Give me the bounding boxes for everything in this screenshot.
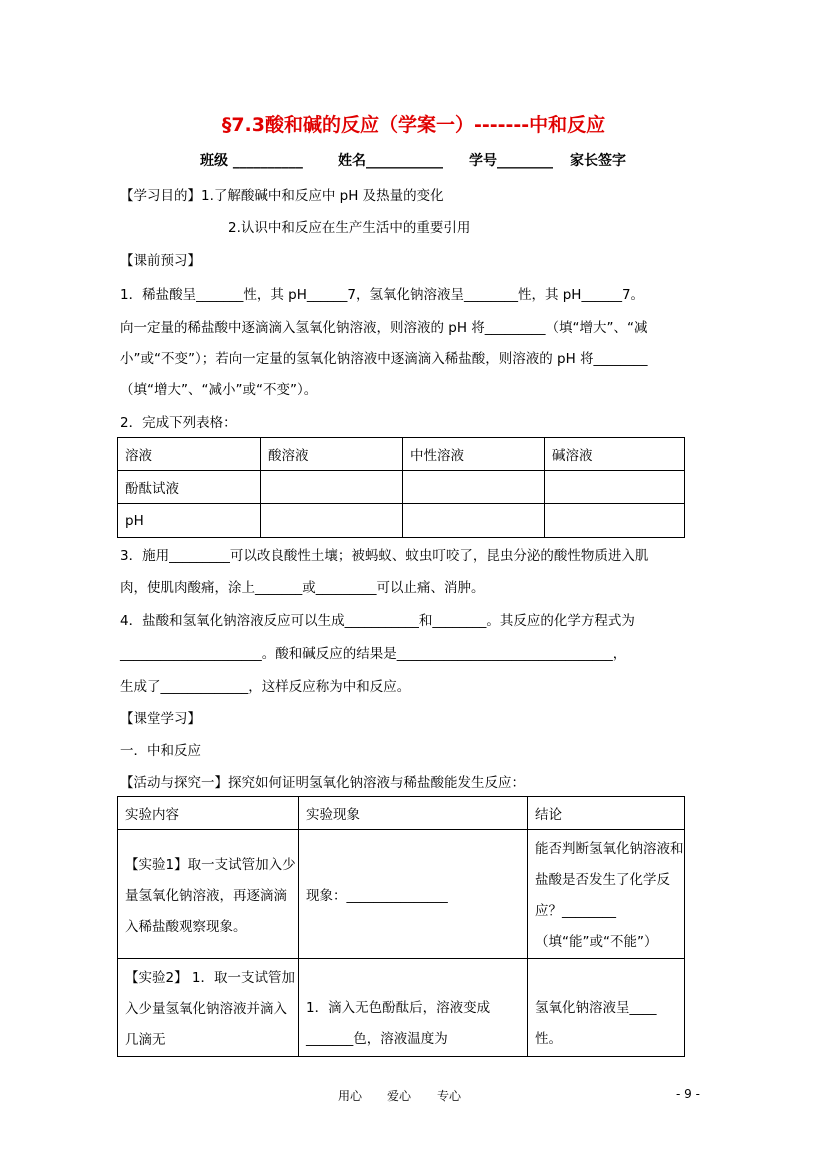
question-4-line-1: 4．盐酸和氢氧化钠溶液反应可以生成___________和________。其反应的化学方程式为 [120,613,635,629]
table-row [118,504,685,538]
section-neutralization: 一．中和反应 [120,743,201,759]
name-field: 姓名___________ [338,153,443,169]
question-1-line-3: 小”或“不变”）；若向一定量的氢氧化钠溶液中逐滴滴入稀盐酸，则溶液的 pH 将________ [120,351,648,367]
table-cell [545,504,685,538]
footer-slogan-2: 爱心 [387,1089,412,1103]
table-header-cell: 酸溶液 [261,438,403,471]
table-header-cell: 实验现象 [299,797,528,830]
experiment-1-content: 【实验1】取一支试管加入少量氢氧化钠溶液，再逐滴滴入稀盐酸观察现象。 [118,830,299,959]
table-header-cell: 中性溶液 [403,438,545,471]
table-header-cell: 溶液 [118,438,261,471]
class-study-heading: 【课堂学习】 [120,711,201,727]
experiment-2-phenomenon: 1．滴入无色酚酞后，溶液变成_______色，溶液温度为 [299,959,528,1057]
question-3-line-1: 3．施用_________可以改良酸性土壤；被蚂蚁、蚊虫叮咬了，昆虫分泌的酸性物质进入肌 [120,548,649,564]
footer-slogan-1: 用心 [338,1089,363,1103]
question-4-line-2: _____________________。酸和碱反应的结果是________________________________， [120,646,627,662]
student-id-field: 学号________ [469,153,553,169]
page-number: - 9 - [676,1087,700,1101]
experiment-1-conclusion: 能否判断氢氧化钠溶液和盐酸是否发生了化学反应？________（填“能”或“不能”） [528,830,685,959]
table-row [118,471,685,504]
question-2: 2．完成下列表格： [120,415,237,431]
table-header-cell: 碱溶液 [545,438,685,471]
experiment-1-phenomenon: 现象：_______________ [299,830,528,959]
question-4-line-3: 生成了_____________，这样反应称为中和反应。 [120,679,411,695]
question-1-line-2: 向一定量的稀盐酸中逐滴滴入氢氧化钠溶液，则溶液的 pH 将_________（填“增大”、“减 [120,320,648,336]
preview-heading: 【课前预习】 [120,253,201,269]
table-row [118,959,685,1057]
experiment-table [117,796,685,1057]
table-header-cell: 结论 [528,797,685,830]
table-row [118,830,685,959]
footer-slogan-3: 专心 [437,1089,462,1103]
table-cell: 酚酞试液 [118,471,261,504]
activity-heading: 【活动与探究一】探究如何证明氢氧化钠溶液与稀盐酸能发生反应： [120,775,525,791]
table-cell: pH [118,504,261,538]
table-row [118,438,685,471]
parent-signature-field: 家长签字 [570,153,626,169]
objective-1: 【学习目的】1.了解酸碱中和反应中 pH 及热量的变化 [120,188,444,204]
class-field: 班级 __________ [200,153,303,169]
table-header-cell: 实验内容 [118,797,299,830]
table-cell [545,471,685,504]
indicator-table [117,437,685,538]
question-3-line-2: 肉，使肌肉酸痛，涂上_______或_________可以止痛、消肿。 [120,580,485,596]
question-1-line-1: 1．稀盐酸呈_______性，其 pH______7，氢氧化钠溶液呈________性，其 pH______7。 [120,287,645,303]
question-1-line-4: （填“增大”、“减小”或“不变”）。 [120,382,318,398]
experiment-2-conclusion: 氢氧化钠溶液呈____ 性。 [528,959,685,1057]
table-cell [261,504,403,538]
table-cell [403,504,545,538]
experiment-2-content: 【实验2】 1．取一支试管加入少量氢氧化钠溶液并滴入几滴无 [118,959,299,1057]
objective-2: 2.认识中和反应在生产生活中的重要引用 [228,220,471,236]
table-cell [403,471,545,504]
table-cell [261,471,403,504]
table-row [118,797,685,830]
page-title: §7.3酸和碱的反应（学案一）------‐中和反应 [221,114,606,136]
